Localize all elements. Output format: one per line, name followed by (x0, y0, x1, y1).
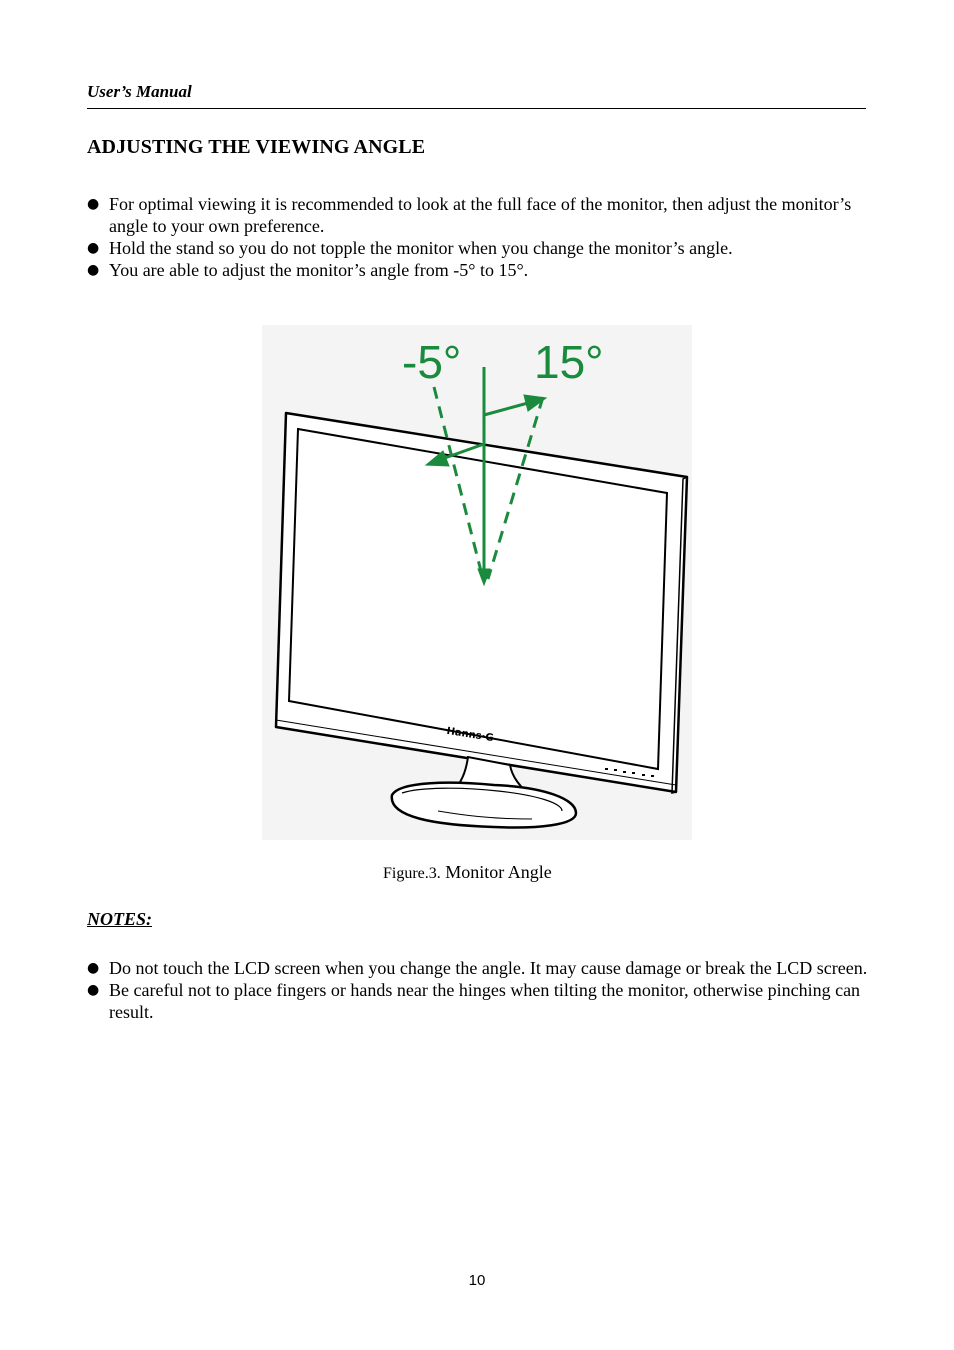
list-item (87, 193, 877, 237)
list-item (87, 237, 877, 259)
figure-number: Figure.3. (383, 865, 441, 882)
notes-heading: NOTES: (87, 909, 153, 929)
max-angle-label: 15° (534, 336, 604, 388)
bullet-icon: ● (87, 196, 100, 212)
running-header: User’s Manual (87, 82, 192, 101)
figure-caption-text: Monitor Angle (445, 862, 552, 882)
list-item (87, 979, 877, 1023)
list-item-text: For optimal viewing it is recommended to look at the full face of the monitor, then adjust the monitor’s angle to your own preference. (109, 194, 852, 236)
bullet-icon: ● (87, 240, 100, 256)
header-divider (87, 108, 866, 109)
list-item-text: Hold the stand so you do not topple the monitor when you change the monitor’s angle. (109, 238, 733, 258)
section-title: ADJUSTING THE VIEWING ANGLE (87, 136, 426, 158)
figure-caption (383, 862, 552, 883)
list-item (87, 957, 877, 979)
bullet-icon: ● (87, 982, 100, 998)
list-item-text: You are able to adjust the monitor’s angle from -5° to 15°. (109, 260, 529, 280)
instruction-list (87, 193, 877, 281)
min-angle-label: -5° (402, 336, 462, 388)
bullet-icon: ● (87, 262, 100, 278)
list-item-text: Do not touch the LCD screen when you change the angle. It may cause damage or break the LCD screen. (109, 958, 868, 978)
notes-list (87, 957, 877, 1023)
bullet-icon: ● (87, 960, 100, 976)
monitor-angle-figure (262, 325, 692, 840)
brand-logo: Hanns·G (445, 725, 495, 745)
page-number: 10 (468, 1272, 486, 1289)
list-item (87, 259, 877, 281)
list-item-text: Be careful not to place fingers or hands near the hinges when tilting the monitor, otherwise pinching can result. (109, 980, 861, 1022)
